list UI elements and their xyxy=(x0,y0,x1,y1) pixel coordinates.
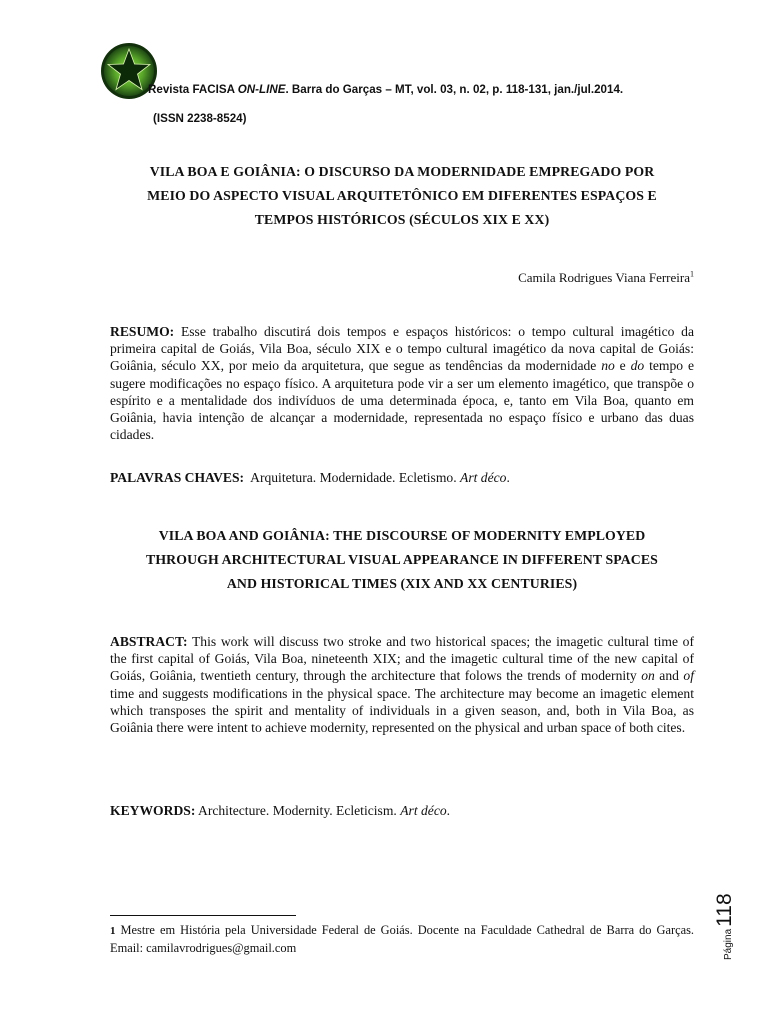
journal-volume-info: . Barra do Garças – MT, vol. 03, n. 02, p. 118-131, jan./jul.2014. xyxy=(285,83,624,96)
abstract-label: ABSTRACT: xyxy=(110,634,188,649)
keywords-text: Architecture. Modernity. Ecleticism. xyxy=(195,803,401,818)
author-footnote-ref[interactable]: 1 xyxy=(690,269,694,279)
page-label: Página xyxy=(723,928,734,960)
abstract-italic: of xyxy=(683,668,694,684)
page-number-value: 118 xyxy=(713,893,736,927)
footnote xyxy=(110,922,694,956)
palavras-text: Arquitetura. Modernidade. Ecletismo. xyxy=(244,470,461,485)
issn: (ISSN 2238-8524) xyxy=(153,112,247,125)
abstract-paragraph xyxy=(110,633,694,736)
resumo-paragraph xyxy=(110,323,694,443)
title-en-line: VILA BOA AND GOIÂNIA: THE DISCOURSE OF MODERNITY EMPLOYED xyxy=(158,528,646,543)
author-name: Camila Rodrigues Viana Ferreira xyxy=(518,270,690,285)
keywords-end: . xyxy=(446,803,451,818)
footnote-mark: 1 xyxy=(110,925,116,937)
journal-citation xyxy=(148,83,623,96)
resumo-italic: no xyxy=(601,358,615,374)
resumo-label: RESUMO: xyxy=(110,324,175,339)
footnote-text: Mestre em História pela Universidade Federal de Goiás. Docente na Faculdade Cathedral de Barra do Garças. Email: camilavrodrigues@gmail.com xyxy=(110,923,694,955)
title-english xyxy=(110,524,694,596)
keywords-italic: Art déco xyxy=(400,803,447,818)
abstract-italic: on xyxy=(641,668,655,684)
keywords-label: KEYWORDS: xyxy=(110,803,196,818)
footnote-divider xyxy=(110,915,296,916)
abstract-text: and xyxy=(654,668,684,684)
resumo-italic: do xyxy=(630,358,645,374)
palavras-end: . xyxy=(506,470,510,485)
abstract-text: This work will discuss two stroke and two historical spaces; the imagetic cultural time of the first capital of Goiás, Vila Boa, nineteenth XIX; and the imagetic cultural time of the new capital of Goiás, Goiânia, twentieth century, through the architecture that folows the trends of modernity xyxy=(110,634,694,684)
journal-name: Revista FACISA xyxy=(148,83,238,96)
title-pt-line: TEMPOS HISTÓRICOS (SÉCULOS XIX E XX) xyxy=(254,212,550,227)
resumo-text: tempo e sugere modificações no espaço físico. A arquitetura pode vir a ser um elemento imagético, que transpõe o espírito e a mentalidade dos indivíduos de uma determinada época, e, tanto em Vila Boa, quanto em Goiânia, havia intenção de alcançar a modernidade, representada no espaço físico e urbano das duas cidades. xyxy=(110,358,694,443)
keywords xyxy=(110,803,450,819)
resumo-text: Esse trabalho discutirá dois tempos e espaços históricos: o tempo cultural imagético da primeira capital de Goiás, Vila Boa, século XIX e o tempo cultural imagético da nova capital de Goiás: Goiânia, século XX, por meio da arquitetura, que segue as tendências da modernidade xyxy=(110,324,694,374)
title-pt-line: MEIO DO ASPECTO VISUAL ARQUITETÔNICO EM DIFERENTES ESPAÇOS E xyxy=(147,188,657,203)
palavras-chaves xyxy=(110,470,510,486)
resumo-text: e xyxy=(614,358,631,374)
title-en-line: AND HISTORICAL TIMES (XIX AND XX CENTURIES) xyxy=(226,576,578,591)
title-pt-line: VILA BOA E GOIÂNIA: O DISCURSO DA MODERNIDADE EMPREGADO POR xyxy=(149,164,655,179)
palavras-italic: Art déco xyxy=(460,470,507,485)
abstract-text: time and suggests modifications in the physical space. The architecture may become an imagetic element which transposes the spirit and mentality of individuals in a given season, and, both in Vila Boa, as Goiânia there were intent to achieve modernity, represented on the physical and urban space of both cites. xyxy=(110,685,694,736)
title-portuguese xyxy=(110,160,694,232)
author xyxy=(518,270,694,286)
journal-online: ON-LINE xyxy=(237,83,286,96)
palavras-label: PALAVRAS CHAVES: xyxy=(110,470,245,485)
page-number xyxy=(713,840,749,960)
title-en-line: THROUGH ARCHITECTURAL VISUAL APPEARANCE IN DIFFERENT SPACES xyxy=(146,552,658,567)
